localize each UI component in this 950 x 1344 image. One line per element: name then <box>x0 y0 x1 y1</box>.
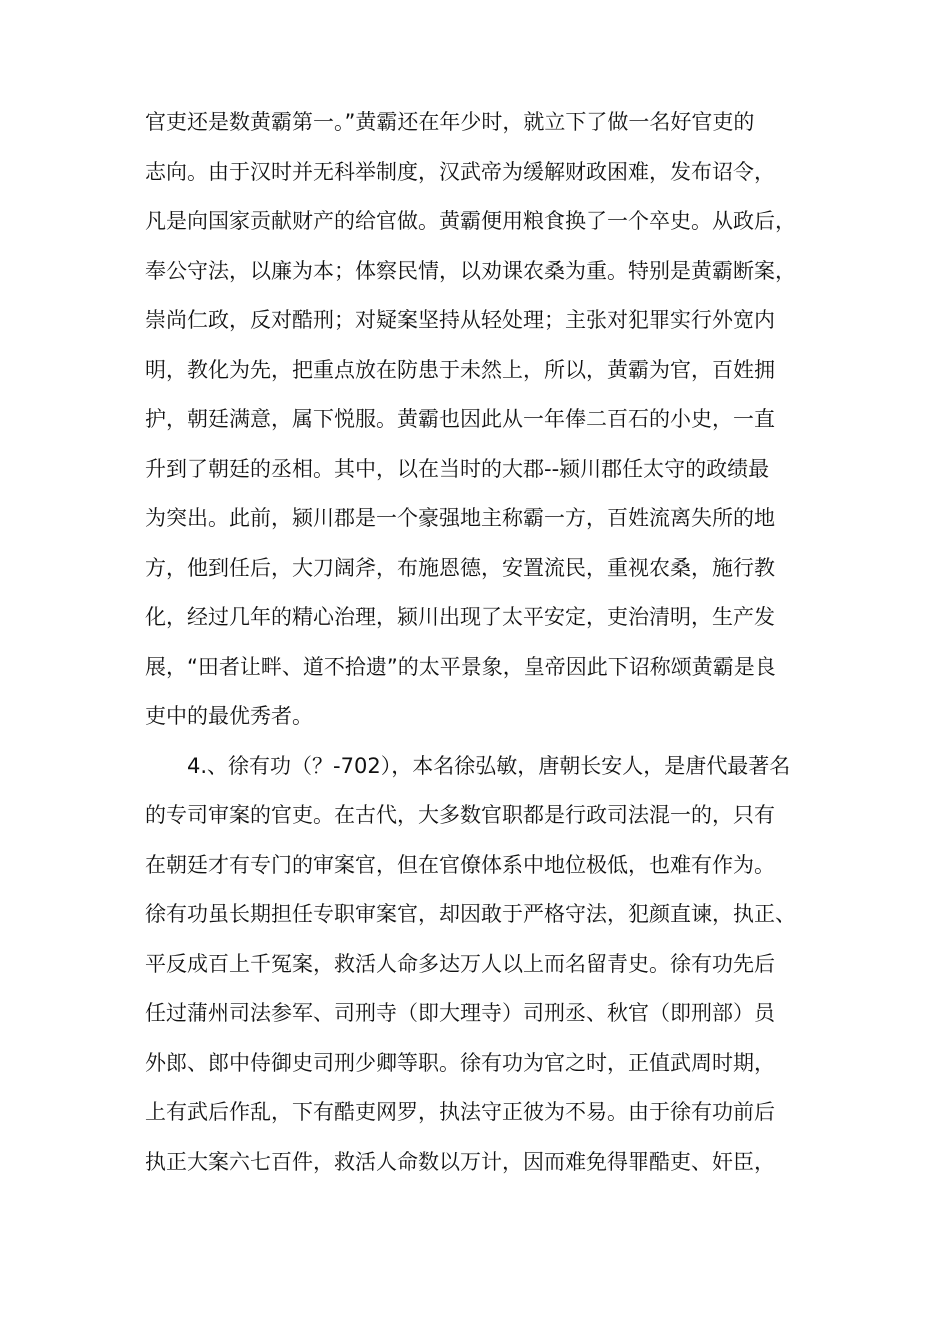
body-text <box>145 98 825 1187</box>
text-line: 的专司审案的官吏。在古代，大多数官职都是行政司法混一的，只有 <box>145 803 775 827</box>
text-line: 上有武后作乱，下有酷吏网罗，执法守正彼为不易。由于徐有功前后 <box>145 1100 775 1124</box>
text-line: 为突出。此前，颍川郡是一个豪强地主称霸一方，百姓流离失所的地 <box>145 506 775 530</box>
text-line: 任过蒲州司法参军、司刑寺（即大理寺）司刑丞、秋官（即刑部）员 <box>145 1001 775 1025</box>
text-line: 崇尚仁政，反对酷刑；对疑案坚持从轻处理；主张对犯罪实行外宽内 <box>145 308 775 332</box>
text-line: 外郎、郎中侍御史司刑少卿等职。徐有功为官之时，正值武周时期， <box>145 1050 775 1075</box>
text-line: 方，他到任后，大刀阔斧，布施恩德，安置流民，重视农桑，施行教 <box>145 555 775 580</box>
text-line: 平反成百上千冤案，救活人命多达万人以上而名留青史。徐有功先后 <box>145 951 775 976</box>
text-line: 奉公守法，以廉为本；体察民情，以劝课农桑为重。特别是黄霸断案， <box>145 258 796 283</box>
text-line: 执正大案六七百件，救活人命数以万计，因而难免得罪酷吏、奸臣， <box>145 1149 775 1174</box>
text-line: 护，朝廷满意，属下悦服。黄霸也因此从一年俸二百石的小史，一直 <box>145 407 775 431</box>
text-line: 吏中的最优秀者。 <box>145 704 313 728</box>
text-line: 在朝廷才有专门的审案官，但在官僚体系中地位极低，也难有作为。 <box>145 852 775 877</box>
text-line: 明，教化为先，把重点放在防患于未然上，所以，黄霸为官，百姓拥 <box>145 357 775 382</box>
text-line: 志向。由于汉时并无科举制度，汉武帝为缓解财政困难，发布诏令， <box>145 159 775 184</box>
text-line: 展，“田者让畔、道不拾遗”的太平景象，皇帝因此下诏称颂黄霸是良 <box>145 654 776 679</box>
text-line: 升到了朝廷的丞相。其中，以在当时的大郡--颍川郡任太守的政绩最 <box>145 456 770 481</box>
text-line: 化，经过几年的精心治理，颍川出现了太平安定，吏治清明，生产发 <box>145 605 775 629</box>
text-line: 官吏还是数黄霸第一。”黄霸还在年少时，就立下了做一名好官吏的 <box>145 110 755 134</box>
text-line: 凡是向国家贡献财产的给官做。黄霸便用粮食换了一个卒史。从政后， <box>145 209 796 233</box>
paragraph-start-line: 4.、徐有功（？-702），本名徐弘敏，唐朝长安人，是唐代最著名 <box>187 753 791 778</box>
text-line: 徐有功虽长期担任专职审案官，却因敢于严格守法，犯颜直谏，执正、 <box>145 902 796 926</box>
